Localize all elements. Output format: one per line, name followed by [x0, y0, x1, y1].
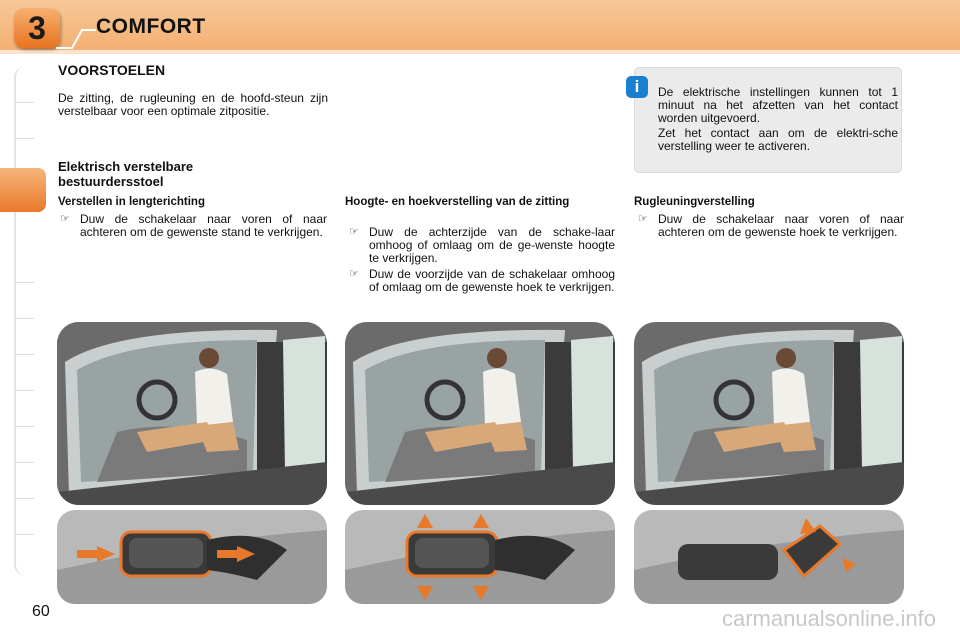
header-divider: [0, 50, 960, 54]
chapter-tab-rail: [14, 66, 36, 576]
finger-pointer-icon: ☞: [349, 268, 359, 280]
finger-pointer-icon: ☞: [638, 213, 648, 225]
tab-divider: [16, 534, 34, 535]
tab-divider: [16, 462, 34, 463]
tab-divider: [16, 282, 34, 283]
tab-divider: [16, 390, 34, 391]
lengthwise-switch-detail: [57, 510, 327, 604]
tab-divider: [16, 354, 34, 355]
bullet-text: Duw de schakelaar naar voren of naar achteren om de gewenste stand te verkrijgen.: [80, 212, 327, 239]
info-icon: i: [626, 76, 648, 98]
backrest-switch-detail: [634, 510, 904, 604]
watermark: carmanualsonline.info: [721, 606, 936, 631]
finger-pointer-icon: ☞: [349, 226, 359, 238]
finger-pointer-icon: ☞: [60, 213, 70, 225]
tab-divider: [16, 426, 34, 427]
bullet-item: [349, 267, 615, 294]
tab-divider: [16, 318, 34, 319]
intro-text: De zitting, de rugleuning en de hoofd-steun zijn verstelbaar voor een optimale zitpositie.: [58, 91, 328, 118]
column-title-backrest: Rugleuningverstelling: [634, 196, 755, 208]
tab-divider: [16, 102, 34, 103]
bullet-item: [349, 225, 615, 265]
driver-seat-photo-3: [634, 322, 904, 505]
column-title-lengthwise: Verstellen in lengterichting: [58, 196, 205, 208]
bullet-text: Duw de schakelaar naar voren of naar achteren om de gewenste hoek te verkrijgen.: [658, 212, 904, 239]
tab-divider: [16, 498, 34, 499]
bullet-item: [60, 212, 327, 239]
chapter-number-badge: 3: [14, 8, 60, 48]
bullet-item: [638, 212, 904, 239]
height-angle-switch-detail: [345, 510, 615, 604]
info-text-1: De elektrische instellingen kunnen tot 1 minuut na het afzetten van het contact worden uitgevoerd.: [658, 85, 898, 125]
active-chapter-tab[interactable]: [0, 168, 46, 212]
section-title: VOORSTOELEN: [58, 62, 166, 78]
page-number: 60: [32, 603, 50, 620]
info-text-2: Zet het contact aan om de elektri-sche verstelling weer te activeren.: [658, 126, 898, 153]
chapter-title: COMFORT: [96, 15, 206, 38]
bullet-text: Duw de achterzijde van de schake-laar omhoog of omlaag om de ge-wenste hoogte te verkrijgen.: [369, 225, 615, 265]
subsection-title: Elektrisch verstelbare bestuurdersstoel: [58, 159, 194, 189]
driver-seat-photo-2: [345, 322, 615, 505]
tab-divider: [16, 138, 34, 139]
driver-seat-photo-1: [57, 322, 327, 505]
column-title-height-angle: Hoogte- en hoekverstelling van de zitting: [345, 196, 570, 208]
header-notch: [56, 26, 96, 54]
bullet-text: Duw de voorzijde van de schakelaar omhoog of omlaag om de gewenste hoek te verkrijgen.: [369, 267, 615, 294]
